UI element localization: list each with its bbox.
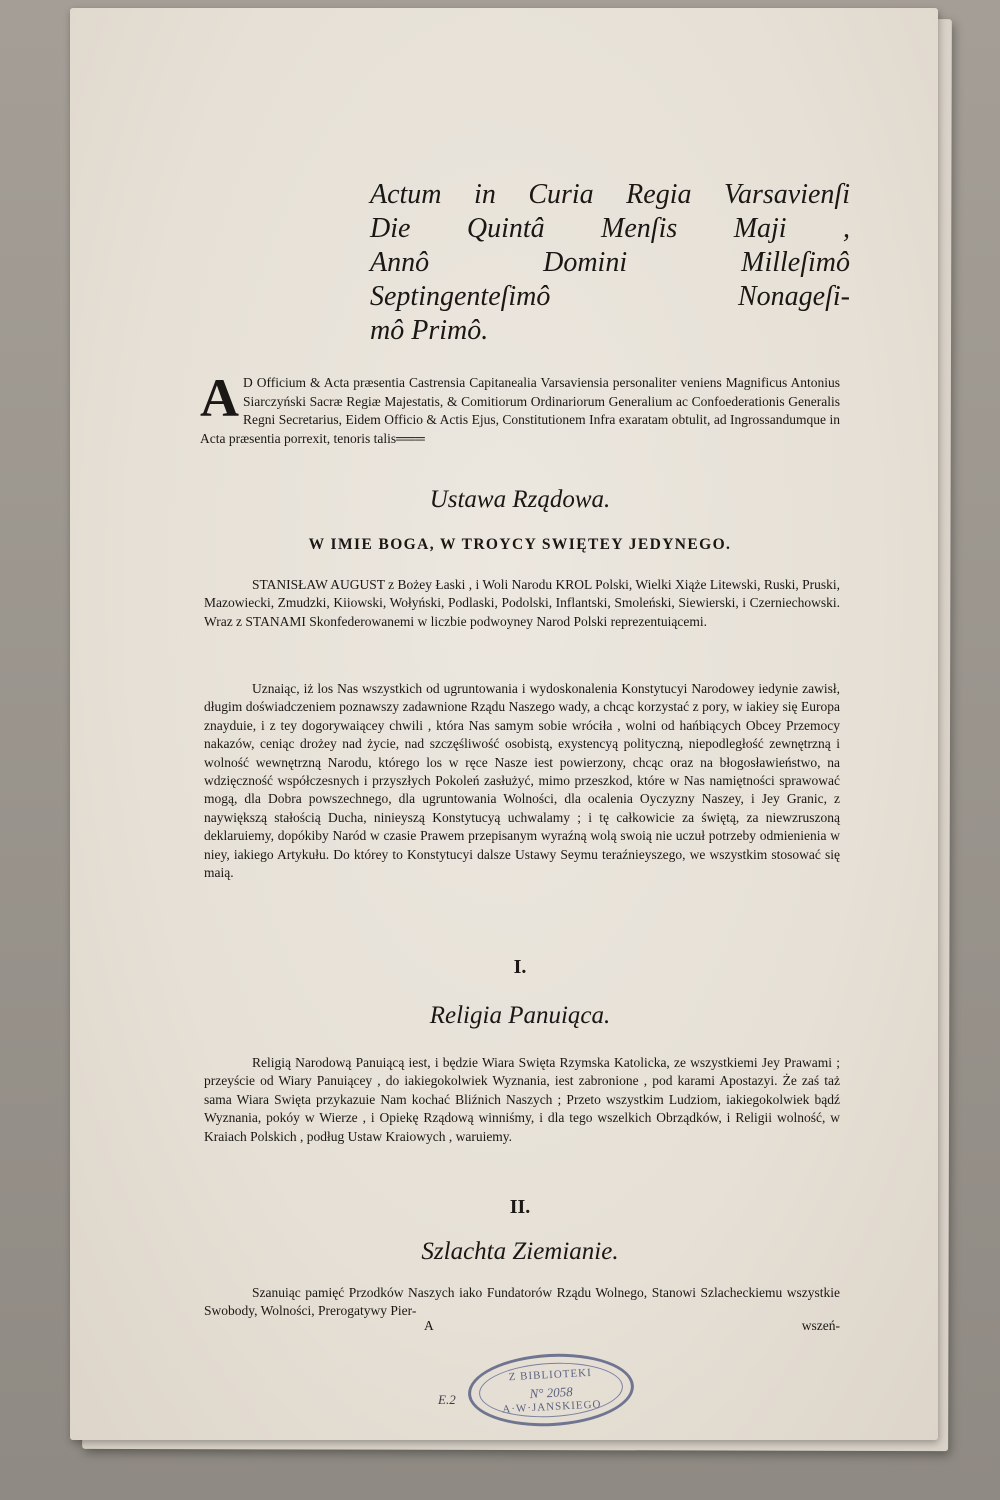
intro-paragraph bbox=[200, 368, 840, 448]
section-numeral: II. bbox=[509, 1196, 531, 1218]
section-title: Religia Panuiąca. bbox=[429, 1002, 611, 1029]
heading-line: Annô Domini Milleſimô bbox=[370, 247, 850, 278]
invocation: W IMIE BOGA, W TROYCY SWIĘTEY JEDYNEGO. bbox=[308, 536, 732, 553]
catchword: wszeń- bbox=[801, 1318, 840, 1333]
section-text: Szanuiąc pamięć Przodków Naszych iako Fundatorów Rządu Wolnego, Stanowi Szlacheckiemu wszystkie Swobody, Wolności, Prerogatywy Pier- bbox=[204, 1285, 840, 1319]
shelf-mark: E.2 bbox=[438, 1392, 456, 1407]
document-page bbox=[70, 8, 938, 1440]
section-title: Szlachta Ziemianie. bbox=[421, 1238, 619, 1265]
heading-line: Die Quintâ Menſis Maji , bbox=[370, 213, 850, 244]
stamp-line: Z BIBLIOTEKI bbox=[508, 1366, 593, 1384]
main-paragraph: Uznaiąc, iż los Nas wszystkich od ugruntowania i wydoskonalenia Konstytucyi Narodowey iedynie zawisł, długim doświadczeniem poznawszy zadawnione Rządu Naszego wady, a chcąc korzystać z pory, w iakiey się Europa znayduie, i z tey dogorywaiącey chwili , która Nas samym sobie wróciła , wolni od hańbiących Obcey Przemocy nakazów, ceniąc drożey nad życie, nad szczęśliwość osobistą, exystencyą polityczną, niepodległość zewnętrzną i wolność wewnętrzną Narodu, którego los w ręce Nasze iest powierzony, chcąc oraz na błogosławieństwo, na wdzięczność współczesnych i przyszłych Pokoleń zasłużyć, mimo przeszkod, które w Nas namiętności sprawować mogą, dla Dobra powszechnego, dla ugruntowania Wolności, dla ocalenia Oyczyzny Naszey, i Jey Granic, z naywiększą stałością Ducha, ninieyszą Konstytucyą uchwalamy ; i tę całkowicie za świętą, za niewzruszoną deklaruiemy, dopókiby Naród w czasie Prawem przepisanym wyraźną wolą swoią nie uczuł potrzeby odmienienia w niey, iakiego Artykułu. Do którey to Konstytucyi dalsze Ustawy Seymu teraźnieyszego, we wszystkim stosować się maią. bbox=[204, 681, 840, 881]
signature-mark: A bbox=[424, 1318, 434, 1333]
heading-line: Septingenteſimô Nonageſi- bbox=[370, 281, 850, 312]
opening-heading bbox=[370, 178, 850, 348]
heading-line: mô Primô. bbox=[370, 315, 489, 346]
document-title: Ustawa Rządowa. bbox=[429, 486, 611, 513]
preamble-paragraph: STANISŁAW AUGUST z Bożey Łaski , i Woli Narodu KROL Polski, Wielki Xiąże Litewski, Ruski, Pruski, Mazowiecki, Zmudzki, Kiiowski, Wołyński, Podlaski, Podolski, Inflantski, Smoleński, Siewierski, i Czerniechowski. Wraz z STANAMI Skonfederowanemi w liczbie podwoyney Narod Polski reprezentuiącemi. bbox=[204, 577, 840, 629]
library-stamp bbox=[466, 1350, 636, 1431]
heading-line: Actum in Curia Regia Varsavienſi bbox=[370, 179, 850, 210]
stamp-line: A·W·JANSKIEGO bbox=[502, 1398, 602, 1416]
drop-cap: A bbox=[200, 368, 239, 428]
section-text: Religią Narodową Panuiącą iest, i będzie Wiara Swięta Rzymska Katolicka, ze wszystkiemi Jey Prawami ; przeyście od Wiary Panuiącey , do iakiegokolwiek Wyznania, iest zabronione , pod karami Apostazyi. Że zaś taż sama Wiara Swięta przykazuie Nam kochać Bliźnich Naszych ; Przeto wszystkim Ludziom, iakiegokolwiek bądź Wyznania, pokóy w Wierze , i Opiekę Rządową winniśmy, i dla tego wszelkich Obrządków, i Religii wolność, w Kraiach Polskich , podług Ustaw Kraiowych , waruiemy. bbox=[204, 1055, 840, 1144]
intro-text: D Officium & Acta præsentia Castrensia Capitanealia Varsaviensia personaliter veniens Magnificus Antonius Siarczyński Sacræ Regiæ Majestatis, & Comitiorum Ordinariorum Generalium ac Confoederationis Generalis Regni Secretarius, Eidem Officio & Actis Ejus, Constitutionem Infra exaratam obtulit, ad Ingrossandumque in Acta præsentia porrexit, tenoris talis═══ bbox=[200, 375, 840, 446]
page-footer bbox=[204, 1318, 840, 1334]
section-numeral: I. bbox=[513, 956, 527, 978]
stamp-number: N° 2058 bbox=[529, 1383, 574, 1402]
